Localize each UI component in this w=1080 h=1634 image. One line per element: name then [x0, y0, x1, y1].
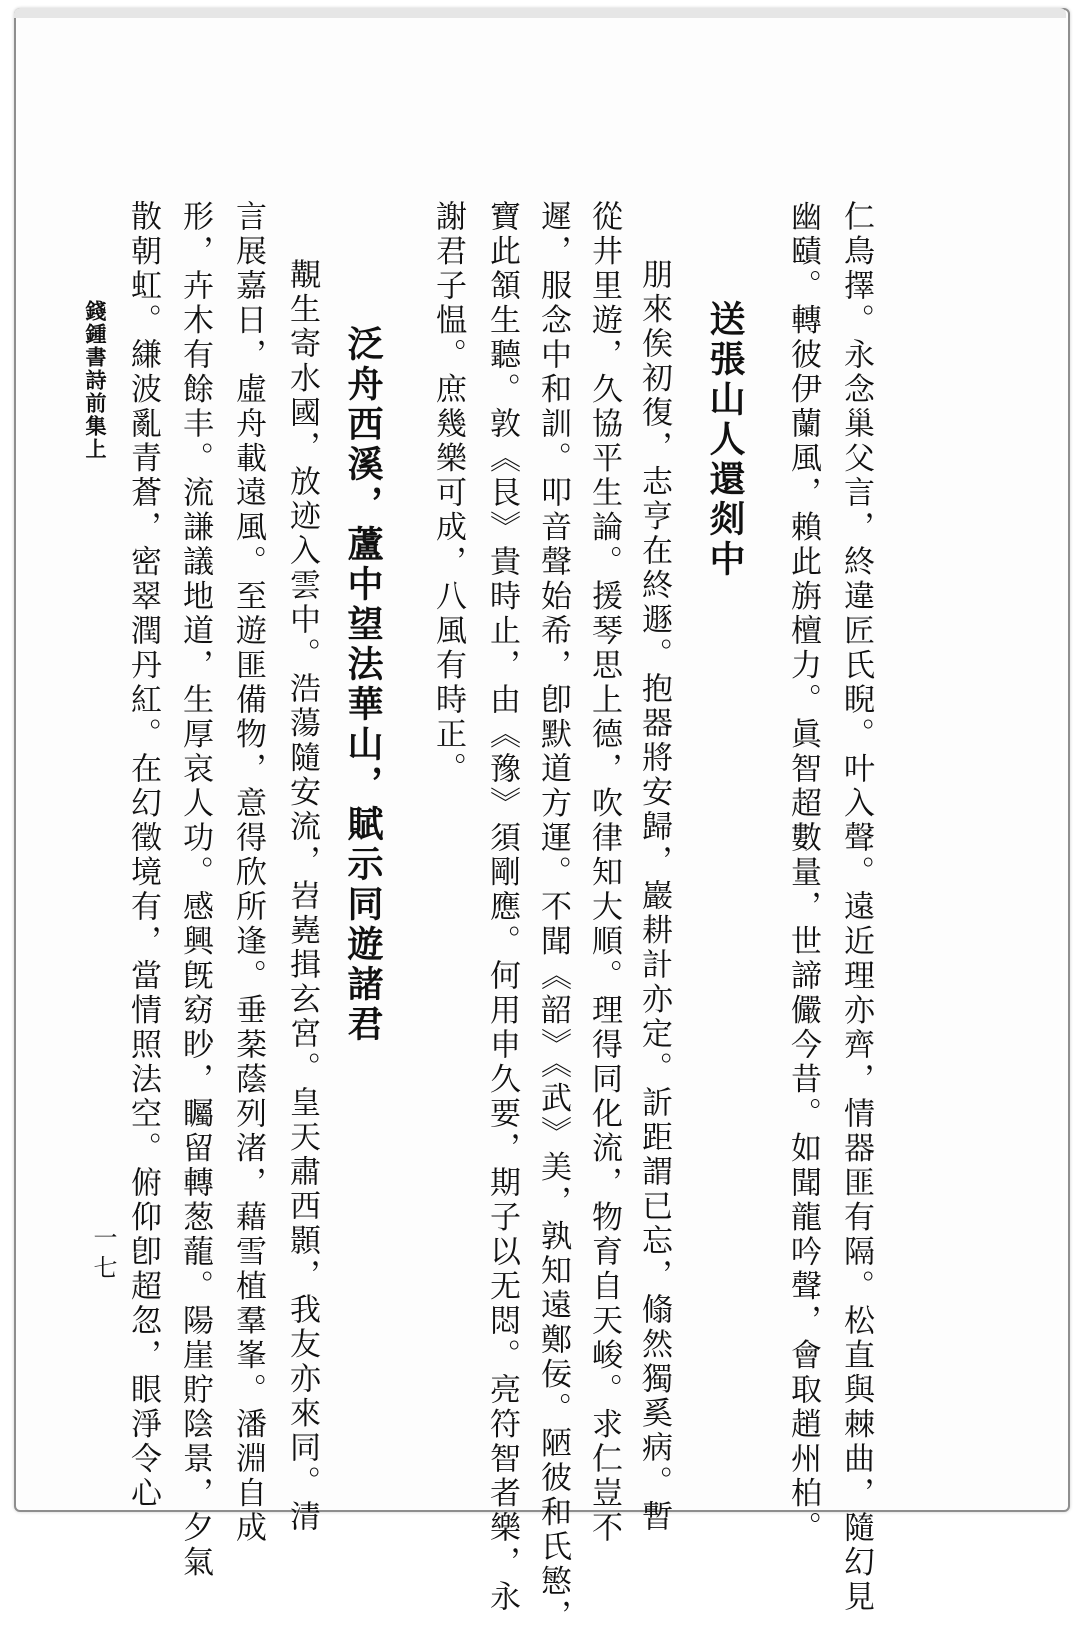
text-column-7: 謝君子愠。庶幾樂可成，八風有時正。	[430, 200, 466, 787]
text-column-1: 仁鳥擇。永念巢父言，終違匠氏睨。叶入聲。遠近理亦齊，情器匪有隔。松直與棘曲，隨幻見	[838, 200, 874, 1615]
poem-title-1: 送張山人還剡中	[704, 300, 746, 580]
poem-title-2: 泛舟西溪，蘆中望法華山，賦示同遊諸君	[342, 325, 384, 1045]
text-column-5: 遲，服念中和訓。叩音聲始希，卽默道方運。不聞《韶》《武》美，孰知遠鄭佞。陋彼和氏慜，	[535, 200, 571, 1634]
text-column-8: 覯生寄水國，放迹入雲中。浩蕩隨安流，岧嶤揖玄宮。皇天肅西顥，我友亦來同。清	[284, 258, 320, 1535]
text-column-3: 朋來俟初復，志亨在終遯。抱器將安歸，巖耕計亦定。訢距謂已忘，翛然獨奚病。暫	[636, 258, 672, 1535]
text-column-10: 形，卉木有餘丰。流謙議地道，生厚哀人功。感興旣窈眇，矚留轉葱蘢。陽崖貯陰景，夕氣	[177, 200, 213, 1580]
text-column-11: 散朝虹。縑波亂青蒼，密翠潤丹紅。在幻徵境有，當情照法空。俯仰卽超忽，眼淨令心	[125, 200, 161, 1511]
text-column-9: 言展嘉日，虛舟載遠風。至遊匪備物，意得欣所逢。垂棻蔭列渚，藉雪植羣峯。潘淵自成	[230, 200, 266, 1546]
text-column-4: 從井里遊，久協平生論。援琴思上德，吹律知大順。理得同化流，物育自天峻。求仁豈不	[586, 200, 622, 1546]
text-column-6: 寶此頷生聽。敦《艮》貴時止，由《豫》須剛應。何用申久要，期子以无悶。亮符智者樂，永	[484, 200, 520, 1615]
running-title: 錢鍾書詩前集上	[83, 300, 108, 461]
page-number: 一七	[89, 1225, 117, 1285]
top-edge	[14, 8, 1066, 18]
text-column-2: 幽賾。轉彼伊蘭風，賴此旃檀力。眞智超數量，世諦儼今昔。如聞龍吟聲，會取趙州柏。	[785, 200, 821, 1546]
